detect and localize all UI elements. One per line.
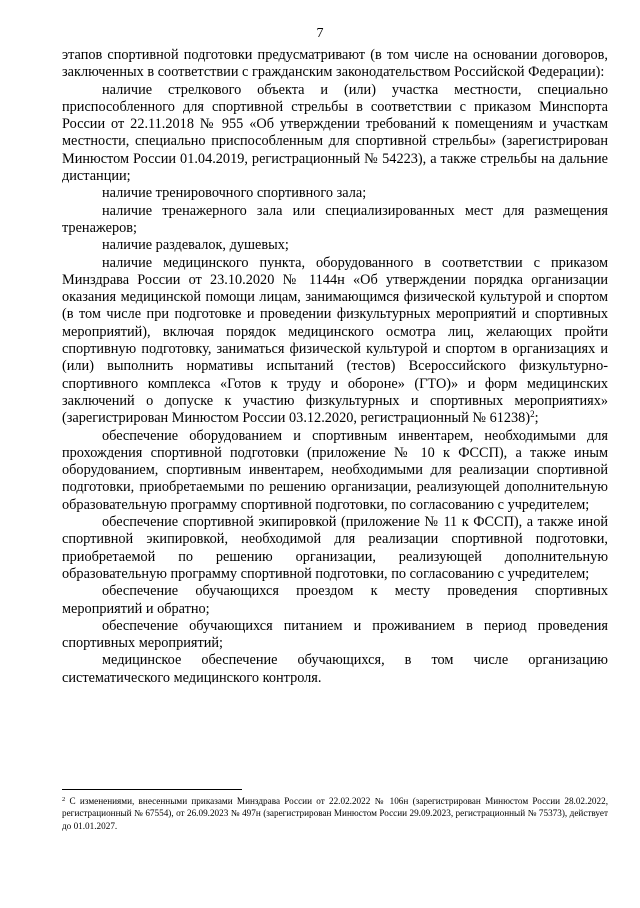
medical-point-text: наличие медицинского пункта, оборудованного в соответствии с приказом Минздрава России от 23.10.2020 № 1144н «Об утверждении порядка организации оказания медицинской помощи лицам, занимающимся физической культурой и спортом (в том числе при подготовке и проведении физкультурных мероприятий и спортивных мероприятий), включая порядок медицинского осмотра лиц, желающих пройти спортивную подготовку, заниматься физической культурой и спортом в организациях и (или) выполнить нормативы испытаний (тестов) Всероссийского физкультурно-спортивного комплекса «Готов к труду и обороне» (ГТО)» и форм медицинских заключений о допуске к участию физкультурных и спортивных мероприятиях» (зарегистрирован Минюстом России 03.12.2020, регистрационный № 61238) [62,254,608,427]
paragraph-training-hall: наличие тренировочного спортивного зала; [102,185,367,202]
paragraph-locker-rooms: наличие раздевалок, душевых; [102,237,289,254]
page-number: 7 [316,26,324,41]
paragraph-equipment: обеспечение оборудованием и спортивным инвентарем, необходимыми для прохождения спортивной подготовки (приложение № 10 к ФССП), а также иным оборудованием, спортивным инвентарем, необходимыми для реализации спортивной подготовки, приобретаемыми по решению организации, реализующей дополнительную образовательную программу спортивной подготовки, по согласованию с учредителем; [62,427,608,513]
paragraph-medical-point [62,255,608,428]
paragraph-food-lodging: обеспечение обучающихся питанием и проживанием в период проведения спортивных мероприятий; [62,617,608,652]
paragraph-shooting-range: наличие стрелкового объекта и (или) участка местности, специально приспособленного для спортивной стрельбы в соответствии с приказом Минспорта России от 22.11.2018 № 955 «Об утверждении требований к помещениям и участкам местности, специально приспособленным для спортивной стрельбы» (зарегистрирован Минюстом России 01.04.2019, регистрационный № 54223), а также стрельбы на дальние дистанции; [62,81,608,185]
paragraph-travel: обеспечение обучающихся проездом к месту проведения спортивных мероприятий и обратно; [62,583,608,617]
footnote-mark: 2 [62,796,66,803]
paragraph-sports-gear: обеспечение спортивной экипировкой (приложение № 11 к ФССП), а также иной спортивной экипировкой, необходимой для реализации спортивной подготовки, приобретаемой по решению организации, реализующей дополнительную образовательную программу спортивной подготовки, по согласованию с учредителем; [62,514,608,582]
paragraph-gym: наличие тренажерного зала или специализированных мест для размещения тренажеров; [62,202,608,236]
body-text [62,47,608,687]
footnote-text: С изменениями, внесенными приказами Минздрава России от 22.02.2022 № 106н (зарегистрирован Минюстом России 28.02.2022, регистрационный № 67554), от 26.09.2023 № 497н (зарегистрирован Минюстом России 29.09.2023, регистрационный № 75373), действует до 01.01.2027. [62,796,608,831]
medical-point-tail: ; [534,410,539,427]
paragraph-1: этапов спортивной подготовки предусматривают (в том числе на основании договоров, заключенных в соответствии с гражданским законодательством Российской Федерации): [62,47,608,81]
paragraph-medical-support: медицинское обеспечение обучающихся, в том числе организацию систематического медицинского контроля. [62,652,608,686]
footnote [62,795,608,832]
footnote-separator [62,789,242,790]
footnote-reference: 2 [530,409,535,420]
